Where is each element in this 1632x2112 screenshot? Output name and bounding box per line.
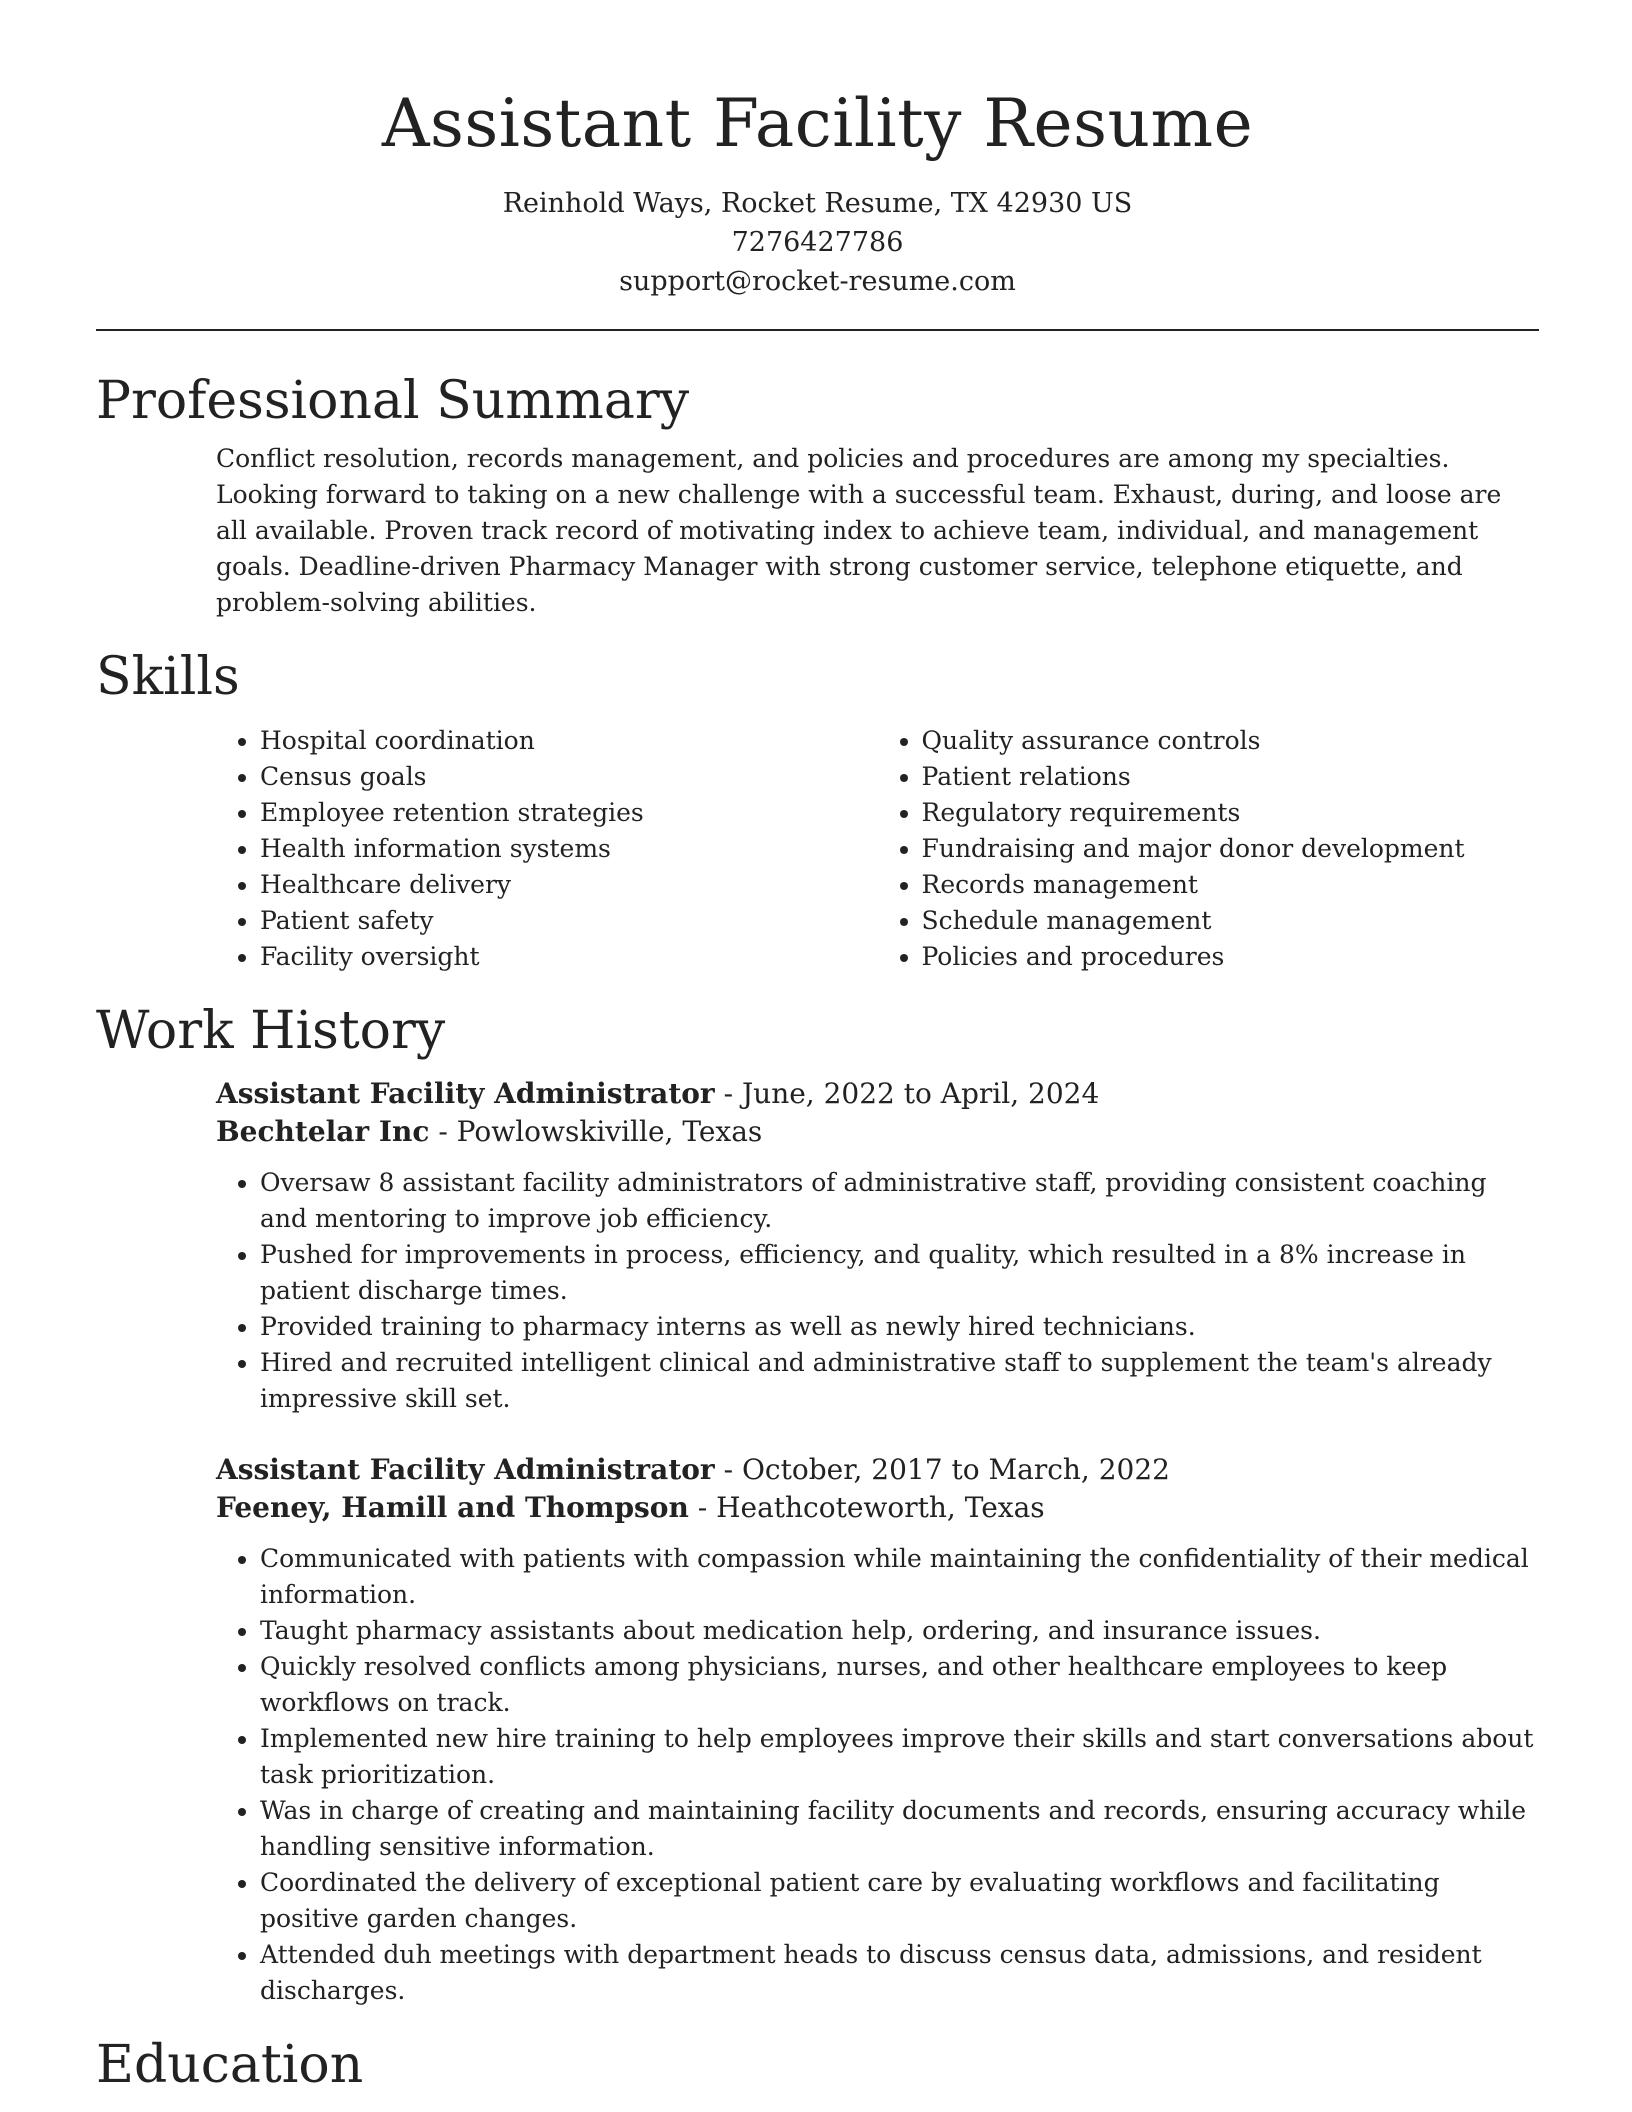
list-item: • Hospital coordination [260, 723, 878, 759]
contact-address: Reinhold Ways, Rocket Resume, TX 42930 US [502, 188, 1133, 219]
list-item: • Healthcare delivery [260, 867, 878, 903]
list-item: • Communicated with patients with compassion while maintaining the confidentiality of their medical information. [260, 1541, 1539, 1613]
list-item: • Coordinated the delivery of exceptional patient care by evaluating workflows and facilitating positive garden changes. [260, 1865, 1539, 1937]
job-company: Bechtelar Inc [216, 1115, 430, 1148]
work-section [96, 997, 1539, 2009]
list-item: • Quickly resolved conflicts among physicians, nurses, and other healthcare employees to keep workflows on track. [260, 1649, 1539, 1721]
job-role: Assistant Facility Administrator [216, 1453, 715, 1486]
list-item: • Patient safety [260, 903, 878, 939]
contact-phone: 7276427786 [731, 227, 904, 258]
skills-list-right [878, 723, 1540, 975]
list-item: • Records management [922, 867, 1540, 903]
job-location: - Heathcoteworth, Texas [688, 1491, 1045, 1524]
job-dates: - June, 2022 to April, 2024 [714, 1077, 1100, 1110]
contact-block [96, 184, 1539, 301]
work-heading: Work History [96, 1001, 446, 1061]
list-item: • Policies and procedures [922, 939, 1540, 975]
list-item: • Fundraising and major donor development [922, 831, 1540, 867]
job-bullets [216, 1541, 1539, 2009]
list-item: • Patient relations [922, 759, 1540, 795]
list-item: • Was in charge of creating and maintaining facility documents and records, ensuring accuracy while handling sensitive information. [260, 1793, 1539, 1865]
list-item: • Implemented new hire training to help employees improve their skills and start conversations about task prioritization. [260, 1721, 1539, 1793]
list-item: • Provided training to pharmacy interns as well as newly hired technicians. [260, 1309, 1539, 1345]
list-item: • Quality assurance controls [922, 723, 1540, 759]
job-company-line [216, 1489, 1539, 1527]
job-title-line [216, 1451, 1539, 1489]
list-item: • Regulatory requirements [922, 795, 1540, 831]
skills-list-left [216, 723, 878, 975]
header-divider [96, 329, 1539, 331]
skills-section [96, 643, 1539, 975]
job-title-line [216, 1075, 1539, 1113]
job-dates: - October, 2017 to March, 2022 [714, 1453, 1170, 1486]
list-item: • Attended duh meetings with department heads to discuss census data, admissions, and resident discharges. [260, 1937, 1539, 2009]
summary-section [96, 367, 1539, 621]
list-item: • Facility oversight [260, 939, 878, 975]
skills-heading: Skills [96, 647, 240, 707]
contact-email: support@rocket-resume.com [619, 266, 1016, 297]
education-heading: Education [96, 2035, 364, 2095]
list-item: • Oversaw 8 assistant facility administrators of administrative staff, providing consistent coaching and mentoring to improve job efficiency. [260, 1165, 1539, 1237]
list-item: • Schedule management [922, 903, 1540, 939]
resume-title: Assistant Facility Resume [381, 85, 1254, 162]
job-entry [216, 1451, 1539, 2009]
list-item: • Hired and recruited intelligent clinical and administrative staff to supplement the team's already impressive skill set. [260, 1345, 1539, 1417]
education-section [96, 2031, 1539, 2099]
list-item: • Census goals [260, 759, 878, 795]
job-entry [216, 1075, 1539, 1417]
list-item: • Health information systems [260, 831, 878, 867]
skills-grid [216, 723, 1539, 975]
resume-header [96, 0, 1539, 331]
job-location: - Powlowskiville, Texas [429, 1115, 763, 1148]
summary-text: Conflict resolution, records management, and policies and procedures are among my specialties. Looking forward to taking on a new challenge with a successful team. Exhaust, during, and loose are all available. Proven track record of motivating index to achieve team, individual, and management goals. Deadline-driven Pharmacy Manager with strong customer service, telephone etiquette, and problem-solving abilities. [216, 444, 1502, 617]
resume-page [96, 0, 1539, 2099]
list-item: • Taught pharmacy assistants about medication help, ordering, and insurance issues. [260, 1613, 1539, 1649]
job-company: Feeney, Hamill and Thompson [216, 1491, 689, 1524]
job-bullets [216, 1165, 1539, 1417]
job-company-line [216, 1113, 1539, 1151]
list-item: • Pushed for improvements in process, efficiency, and quality, which resulted in a 8% increase in patient discharge times. [260, 1237, 1539, 1309]
summary-heading: Professional Summary [96, 371, 690, 431]
job-role: Assistant Facility Administrator [216, 1077, 715, 1110]
list-item: • Employee retention strategies [260, 795, 878, 831]
